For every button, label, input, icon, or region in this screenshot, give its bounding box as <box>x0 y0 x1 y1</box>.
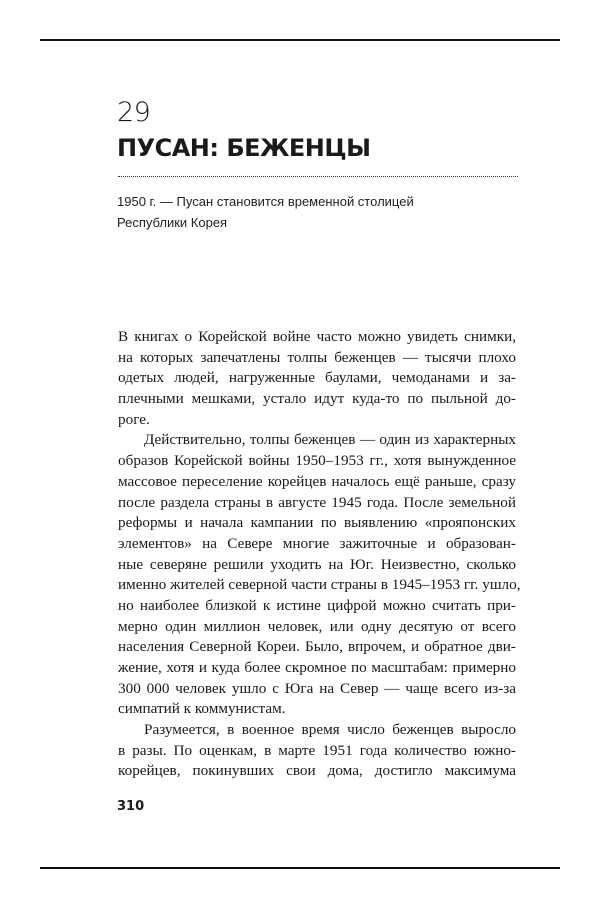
text-line: на которых запечатлены толпы беженцев — тысячи плохо <box>118 348 516 366</box>
text-line: в разы. По оценкам, в марте 1951 года количество южно- <box>118 741 516 759</box>
text-line: 300 000 человек ушло с Юга на Север — чаще всего из-за <box>118 679 516 697</box>
text-line: роге. <box>118 410 150 428</box>
text-line: мерно один миллион человек, или одну десятую от всего <box>118 617 516 635</box>
subtitle-line: Республики Корея <box>117 215 228 230</box>
text-line: именно жителей северной части страны в 1945–1953 гг. ушло, <box>118 576 521 594</box>
text-line: элементов» на Севере многие зажиточные и образован- <box>118 534 516 552</box>
chapter-subtitle <box>117 191 414 233</box>
text-line: Разумеется, в военное время число беженцев выросло <box>144 721 516 739</box>
paragraph <box>118 327 516 430</box>
text-line: образов Корейской войны 1950–1953 гг., хотя вынужденное <box>118 452 516 470</box>
chapter-number: 29 <box>117 97 151 128</box>
text-line: ные северяне решили уходить на Юг. Неизвестно, сколько <box>118 555 516 573</box>
text-line: после раздела страны в августе 1945 года. После земельной <box>118 493 516 511</box>
text-line: одетых людей, нагруженные баулами, чемоданами и за- <box>118 369 516 387</box>
bottom-rule <box>40 867 560 869</box>
top-rule <box>40 39 560 41</box>
paragraph <box>118 720 516 782</box>
text-line: реформы и начала кампании по выявлению «прояпонских <box>118 514 516 532</box>
page-number: 310 <box>117 799 145 814</box>
text-line: но наиболее близкой к истине цифрой можно считать при- <box>118 596 516 614</box>
chapter-title: ПУСАН: БЕЖЕНЦЫ <box>117 134 371 162</box>
text-line: симпатий к коммунистам. <box>118 700 286 718</box>
paragraph <box>118 430 521 720</box>
subtitle-line: 1950 г. — Пусан становится временной столицей <box>117 194 414 209</box>
body-text <box>118 327 521 782</box>
text-line: массовое переселение корейцев началось ещё раньше, сразу <box>118 472 516 490</box>
dotted-divider <box>118 176 518 177</box>
text-line: плечными мешками, устало идут куда-то по пыльной до- <box>118 390 516 408</box>
text-line: В книгах о Корейской войне часто можно увидеть снимки, <box>118 328 516 345</box>
text-line: населения Северной Кореи. Было, впрочем, и обратное дви- <box>118 638 516 656</box>
text-line: жение, хотя и куда более скромное по масштабам: примерно <box>118 659 516 676</box>
text-line: Действительно, толпы беженцев — один из характерных <box>144 431 516 449</box>
text-line: корейцев, покинувших свои дома, достигло максимума <box>118 762 516 780</box>
